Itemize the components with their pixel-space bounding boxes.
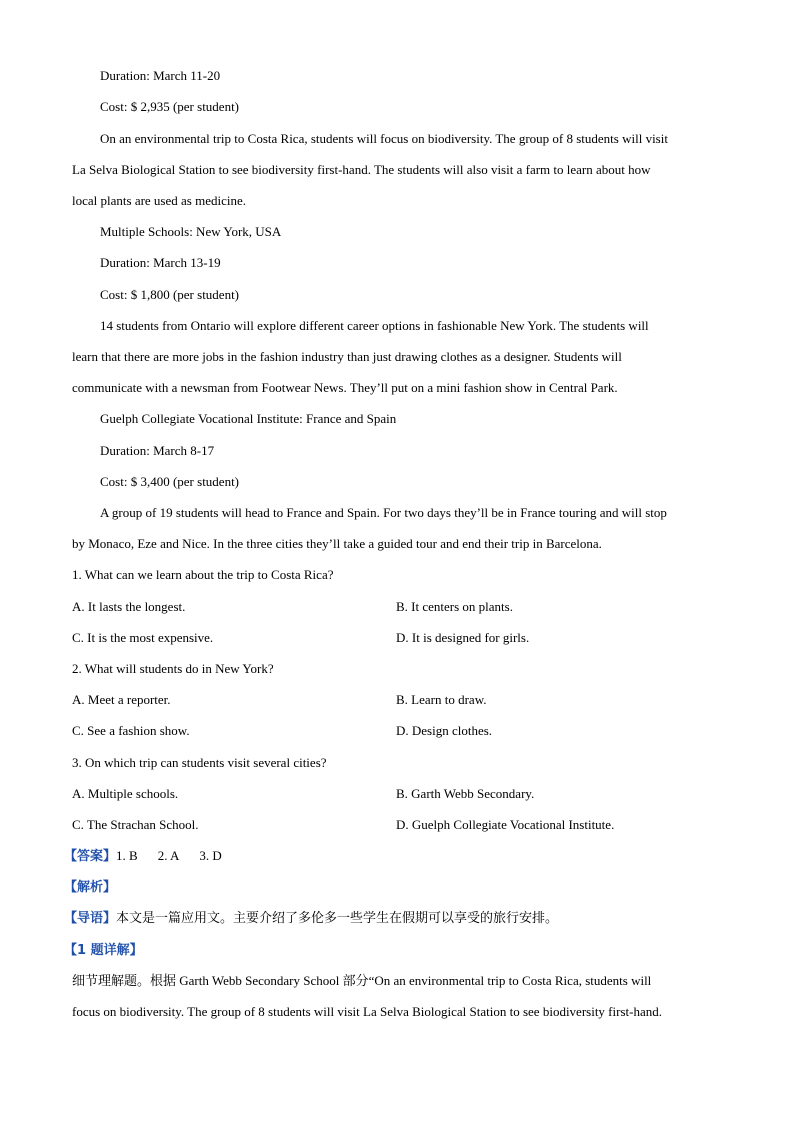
guelph-duration: Duration: March 8-17 [100, 443, 215, 458]
guelph-paragraph-line-2: by Monaco, Eze and Nice. In the three cities they’ll take a guided tour and end their trip in Barcelona. [72, 536, 602, 551]
costa-rica-paragraph-line-2: La Selva Biological Station to see biodiversity first-hand. The students will also visit a farm to learn about how [72, 162, 651, 177]
new-york-paragraph-line-3: communicate with a newsman from Footwear News. They’ll put on a mini fashion show in Central Park. [72, 380, 618, 395]
q1-detail-label: 【1 题详解】 [64, 943, 143, 958]
question-2-stem: 2. What will students do in New York? [72, 661, 274, 676]
costa-rica-cost: Cost: $ 2,935 (per student) [100, 99, 240, 114]
analysis-label-line [64, 878, 116, 897]
costa-rica-paragraph-line-1: On an environmental trip to Costa Rica, students will focus on biodiversity. The group of 8 students will visit [100, 131, 668, 146]
answer-item: 2. A [157, 848, 180, 863]
new-york-paragraph-line-2: learn that there are more jobs in the fashion industry than just drawing clothes as a designer. Students will [72, 349, 622, 364]
new-york-paragraph-line-1: 14 students from Ontario will explore different career options in fashionable New York. The students will [100, 318, 649, 333]
answer-item: 1. B [116, 848, 138, 863]
intro-text: 本文是一篇应用文。主要介绍了多伦多一些学生在假期可以享受的旅行安排。 [116, 911, 559, 926]
costa-rica-paragraph-line-3: local plants are used as medicine. [72, 193, 246, 208]
new-york-title: Multiple Schools: New York, USA [100, 224, 282, 239]
q1-detail-label-line [64, 941, 143, 960]
intro-line [64, 910, 558, 928]
guelph-title: Guelph Collegiate Vocational Institute: France and Spain [100, 411, 397, 426]
question-1-stem: 1. What can we learn about the trip to Costa Rica? [72, 567, 334, 582]
question-1-option-b: B. It centers on plants. [396, 599, 513, 614]
answer-line [64, 847, 242, 866]
answer-item: 3. D [199, 848, 222, 863]
question-1-option-c: C. It is the most expensive. [72, 630, 214, 645]
intro-label: 【导语】 [64, 911, 117, 926]
question-3-option-b: B. Garth Webb Secondary. [396, 786, 535, 801]
q1-detail-text-line-2: focus on biodiversity. The group of 8 students will visit La Selva Biological Station to see biodiversity first-hand. [72, 1004, 662, 1019]
analysis-label: 【解析】 [64, 880, 117, 895]
guelph-cost: Cost: $ 3,400 (per student) [100, 474, 240, 489]
question-1-option-d: D. It is designed for girls. [396, 630, 530, 645]
question-2-option-c: C. See a fashion show. [72, 723, 190, 738]
question-3-option-d: D. Guelph Collegiate Vocational Institute. [396, 817, 615, 832]
question-3-stem: 3. On which trip can students visit several cities? [72, 755, 327, 770]
costa-rica-duration: Duration: March 11-20 [100, 68, 221, 83]
question-2-option-b: B. Learn to draw. [396, 692, 487, 707]
question-3-option-a: A. Multiple schools. [72, 786, 179, 801]
q1-detail-text-line-1: 细节理解题。根据 Garth Webb Secondary School 部分“On an environmental trip to Costa Rica, students will [72, 973, 652, 988]
question-3-option-c: C. The Strachan School. [72, 817, 199, 832]
question-1-option-a: A. It lasts the longest. [72, 599, 186, 614]
question-2-option-a: A. Meet a reporter. [72, 692, 171, 707]
new-york-duration: Duration: March 13-19 [100, 255, 221, 270]
question-2-option-d: D. Design clothes. [396, 723, 493, 738]
guelph-paragraph-line-1: A group of 19 students will head to France and Spain. For two days they’ll be in France touring and will stop [100, 505, 667, 520]
answer-label: 【答案】 [64, 849, 117, 864]
new-york-cost: Cost: $ 1,800 (per student) [100, 287, 240, 302]
